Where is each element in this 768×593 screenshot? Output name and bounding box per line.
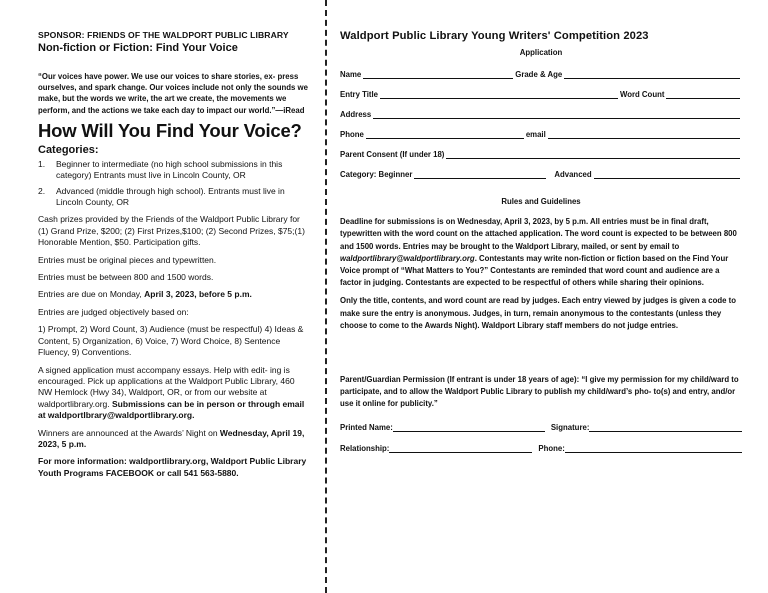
address-label: Address [340, 110, 372, 120]
flyer-headline: How Will You Find Your Voice? [38, 119, 302, 141]
signature-row [340, 419, 742, 432]
length-rule: Entries must be between 800 and 1500 words. [38, 272, 214, 283]
rules-paragraph [340, 216, 742, 289]
list-item [38, 159, 310, 182]
entry-title-row [340, 85, 742, 99]
parent-consent-row [340, 145, 742, 159]
categories-heading: Categories: [38, 143, 99, 156]
name-row [340, 65, 742, 79]
entry-title-field[interactable] [380, 89, 618, 99]
phone2-label: Phone: [538, 443, 565, 453]
application-label: Application [519, 48, 563, 57]
permission-statement: Parent/Guardian Permission (If entrant is under 18 years of age): “I give my permission for my child/ward to participate, and to allow the Waldport Public Library to publish my child/ward’s pho- to(s) and entry, and/or use it online for publicity.” [340, 375, 739, 409]
relationship-row [340, 440, 742, 453]
parent-consent-label: Parent Consent (If under 18) [340, 150, 445, 160]
winners-line [38, 428, 310, 451]
list-number: 2. [38, 185, 46, 196]
due-date: April 3, 2023, before 5 p.m. [144, 289, 252, 300]
relationship-field[interactable] [389, 443, 532, 453]
list-item [38, 186, 310, 209]
word-count-field[interactable] [666, 89, 740, 99]
sponsor-line: SPONSOR: FRIENDS OF THE WALDPORT PUBLIC LIBRARY [38, 30, 289, 40]
list-text: Beginner to intermediate (no high school submissions in this category) Entrants must live in Lincoln County, OR [56, 158, 283, 181]
prizes-paragraph: Cash prizes provided by the Friends of the Waldport Public Library for (1) Grand Prize, $200; (2) First Prizes,$100; (2) Second Prizes, $75;(1) Honorable Mention, $50. Participation gifts. [38, 214, 305, 248]
awards-date: Wednesday, April 19, 2023, 5 p.m. [38, 427, 305, 449]
submission-info: Submissions can be in person or through email at waldportlbrary@waldportlibrary.org. [38, 398, 305, 421]
grade-age-label: Grade & Age [515, 70, 563, 80]
iread-quote: “Our voices have power. We use our voices to share stories, ex- press ourselves, and spark change. Our voices include not only the sounds we make, but the words we write, the art we create, the movements we perform, and the actions we take each day to impact our world.”—iRead [38, 72, 308, 115]
advanced-field[interactable] [594, 169, 740, 179]
phone2-field[interactable] [565, 443, 742, 453]
categories-list [38, 159, 310, 209]
signature-label: Signature: [550, 422, 590, 432]
cut-line-divider [325, 0, 327, 593]
winners-prefix: Winners are announced at the Awards’ Night on [38, 427, 220, 438]
phone-email-row [340, 125, 742, 139]
judging-paragraph: Only the title, contents, and word count are read by judges. Each entry viewed by judges is given a code to make sure the entry is anonymous. Judges, in turn, remain anonymous to the contestants (unless they choose to come to the Awards Night). Waldport Library staff members do not judge entries. [340, 296, 736, 330]
parent-consent-field[interactable] [446, 149, 740, 159]
form-title: Waldport Public Library Young Writers' Competition 2023 [340, 30, 649, 42]
rules-text-cont: . Contestants may write non-fiction or fiction based on the Find Your Voice prompt of “What Matters to You?” Contestants are reminded that word count and audience are a factor in judging. Contestants are expected to be respectful of others while sharing their opinions. [340, 253, 729, 288]
category-beginner-label: Category: Beginner [340, 170, 413, 180]
original-rule: Entries must be original pieces and typewritten. [38, 254, 217, 265]
application-info [38, 365, 310, 422]
due-prefix: Entries are due on Monday, [38, 289, 145, 300]
list-text: Advanced (middle through high school). Entrants must live in Lincoln County, OR [56, 185, 285, 208]
beginner-field[interactable] [414, 169, 546, 179]
more-info: For more information: waldportlibrary.org, Waldport Public Library Youth Programs FACEBOOK or call 541 563-5880. [38, 456, 307, 478]
entry-title-label: Entry Title [340, 90, 378, 100]
rules-heading: Rules and Guidelines [501, 197, 581, 207]
judged-intro: Entries are judged objectively based on: [38, 306, 189, 317]
address-field[interactable] [373, 109, 740, 119]
judging-criteria: 1) Prompt, 2) Word Count, 3) Audience (must be respectful) 4) Ideas & Content, 5) Organization, 6) Voice, 7) Word Choice, 8) Sentence Fluency, 9) Conventions. [38, 324, 304, 358]
name-label: Name [340, 70, 362, 80]
rules-text: Deadline for submissions is on Wednesday, April 3, 2023, by 5 p.m. All entries must be in final draft, typewritten with the word count on the attached application. The word count is expected to be between 800 and 1500 words. Entries may be brought to the Waldport Library, mailed, or sent by email to [340, 217, 737, 251]
email-label: email [525, 130, 546, 140]
email-field[interactable] [548, 129, 740, 139]
printed-name-label: Printed Name: [340, 422, 393, 432]
due-date-line [38, 289, 310, 300]
list-number: 1. [38, 158, 46, 169]
phone-label: Phone [340, 130, 364, 140]
name-field[interactable] [363, 69, 513, 79]
signature-field[interactable] [589, 422, 742, 432]
grade-age-field[interactable] [564, 69, 740, 79]
printed-name-field[interactable] [393, 422, 545, 432]
application-form [340, 30, 742, 461]
relationship-label: Relationship: [340, 443, 390, 453]
advanced-label: Advanced [554, 170, 592, 180]
address-row [340, 105, 742, 119]
phone-field[interactable] [366, 129, 524, 139]
flyer-column [38, 30, 310, 485]
category-row [340, 165, 742, 179]
submission-email: waldportlibrary@waldportlibrary.org [340, 253, 475, 263]
word-count-label: Word Count [619, 90, 665, 100]
signed-text: A signed application must accompany essays. Help with edit- ing is encouraged. Pick up applications at the Waldport Public Library, 460 NW Hemlock (Hwy 34), Waldport, OR, or from our website at waldportlibrary.org. [38, 364, 295, 409]
flyer-subtitle: Non-fiction or Fiction: Find Your Voice [38, 42, 238, 54]
